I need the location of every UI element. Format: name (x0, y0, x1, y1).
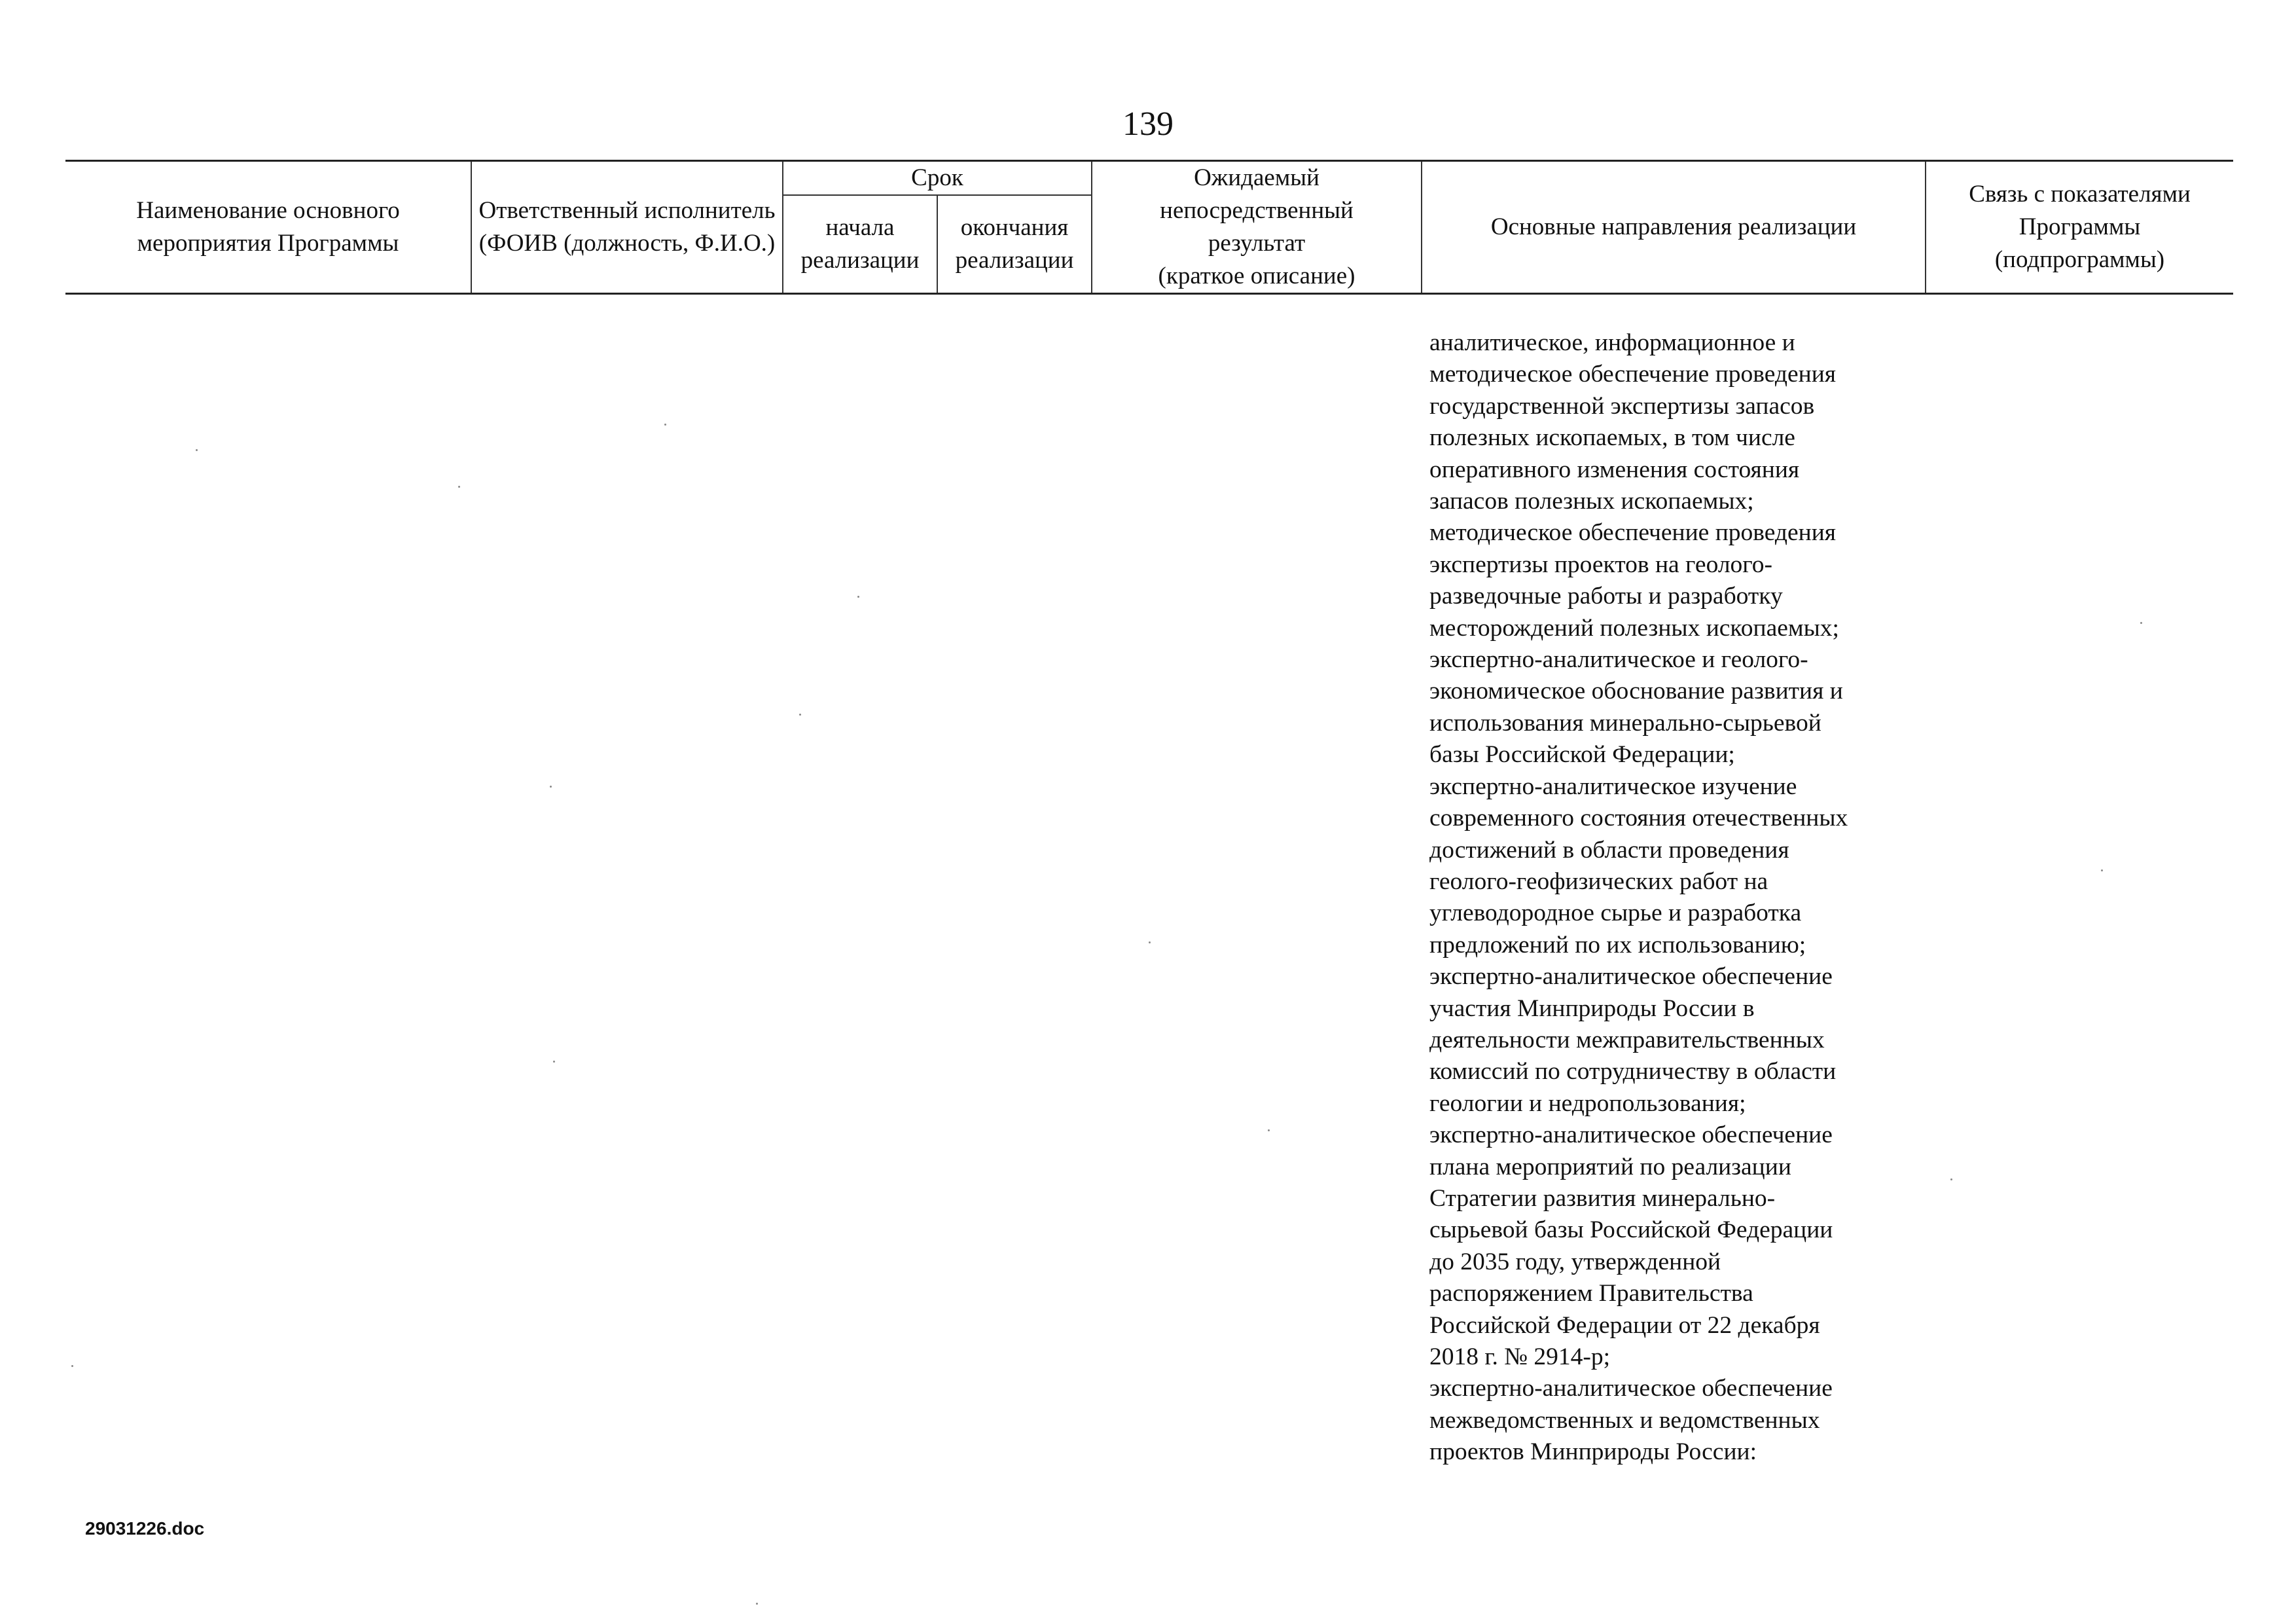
document-filename: 29031226.doc (85, 1518, 205, 1539)
directions-line: экспертно-аналитическое обеспечение (1429, 1375, 1833, 1402)
header-cell-directions (1422, 161, 1926, 294)
table-header (65, 160, 2233, 295)
directions-line: использования минерально-сырьевой (1429, 709, 1821, 737)
directions-line: Российской Федерации от 22 декабря (1429, 1311, 1820, 1339)
directions-line: экспертно-аналитическое обеспечение (1429, 1122, 1833, 1149)
directions-line: экспертизы проектов на геолого- (1429, 551, 1772, 578)
header-result-line: результат (1208, 230, 1306, 257)
directions-line: полезных ископаемых, в том числе (1429, 424, 1795, 452)
directions-text-block (1429, 327, 1927, 1468)
scan-speck (2101, 869, 2103, 871)
header-term-end-text: окончания реализации (955, 214, 1074, 274)
header-cell-executor (471, 161, 783, 294)
directions-line: оперативного изменения состояния (1429, 456, 1800, 483)
directions-line: распоряжением Правительства (1429, 1280, 1753, 1307)
directions-line: методическое обеспечение проведения (1429, 361, 1837, 388)
directions-line: экспертно-аналитическое обеспечение (1429, 963, 1833, 991)
scan-speck (857, 596, 859, 598)
directions-line: методическое обеспечение проведения (1429, 519, 1837, 547)
directions-line: сырьевой базы Российской Федерации (1429, 1216, 1833, 1244)
scan-speck (2140, 622, 2142, 624)
scan-speck (196, 449, 198, 451)
directions-line: экспертно-аналитическое и геолого- (1429, 646, 1808, 674)
header-link-line: Программы (2018, 213, 2141, 240)
scan-speck (550, 786, 552, 788)
directions-line: деятельности межправительственных (1429, 1026, 1825, 1053)
scan-speck (664, 424, 666, 426)
scan-speck (458, 486, 460, 488)
scan-speck (799, 714, 801, 716)
scan-speck (1149, 941, 1151, 943)
directions-line: запасов полезных ископаемых; (1429, 488, 1754, 515)
scan-speck (553, 1061, 555, 1063)
directions-line: разведочные работы и разработку (1429, 583, 1783, 610)
directions-line: экспертно-аналитическое изучение (1429, 773, 1797, 800)
directions-line: предложений по их использованию; (1429, 931, 1806, 958)
directions-line: современного состояния отечественных (1429, 805, 1848, 832)
directions-line: геологии и недропользования; (1429, 1089, 1746, 1117)
directions-line: участия Минприроды России в (1429, 994, 1755, 1022)
directions-line: Стратегии развития минерально- (1429, 1184, 1776, 1212)
directions-line: аналитическое, информационное и (1429, 329, 1795, 356)
directions-line: комиссий по сотрудничеству в области (1429, 1058, 1837, 1085)
directions-line: межведомственных и ведомственных (1429, 1406, 1820, 1434)
header-cell-term (783, 161, 1092, 196)
directions-line: проектов Минприроды России: (1429, 1438, 1757, 1466)
directions-line: экономическое обоснование развития и (1429, 678, 1843, 705)
directions-line: базы Российской Федерации; (1429, 741, 1735, 769)
header-name-text: Наименование основного мероприятия Программы (136, 197, 400, 257)
directions-line: до 2035 году, утвержденной (1429, 1248, 1721, 1275)
header-cell-name (65, 161, 471, 294)
header-cell-result (1092, 161, 1422, 294)
header-cell-link (1926, 161, 2233, 294)
directions-line: плана мероприятий по реализации (1429, 1153, 1791, 1180)
scan-speck (756, 1603, 758, 1605)
header-term-text: Срок (911, 164, 963, 191)
header-result-line: Ожидаемый (1194, 164, 1319, 191)
directions-line: месторождений полезных ископаемых; (1429, 614, 1839, 642)
header-result-line: непосредственный (1160, 197, 1354, 224)
header-cell-term-end (937, 195, 1092, 294)
scan-speck (1950, 1178, 1952, 1180)
directions-line: 2018 г. № 2914-р; (1429, 1343, 1611, 1370)
scan-speck (71, 1365, 73, 1367)
directions-line: геолого-геофизических работ на (1429, 867, 1768, 895)
directions-line: углеводородное сырье и разработка (1429, 900, 1802, 927)
header-link-line: Связь с показателями (1969, 181, 2191, 208)
directions-line: достижений в области проведения (1429, 836, 1789, 864)
page-number: 139 (1122, 105, 1174, 143)
header-result-line: (краткое описание) (1158, 263, 1355, 289)
header-executor-text: Ответственный исполнитель (ФОИВ (должность, Ф.И.О.) (478, 197, 776, 257)
header-link-line: (подпрограммы) (1994, 246, 2165, 273)
header-term-start-text: начала реализации (800, 214, 920, 274)
scan-speck (1268, 1129, 1270, 1131)
header-directions-text: Основные направления реализации (1490, 213, 1857, 240)
header-cell-term-start (783, 195, 937, 294)
directions-line: государственной экспертизы запасов (1429, 392, 1815, 420)
